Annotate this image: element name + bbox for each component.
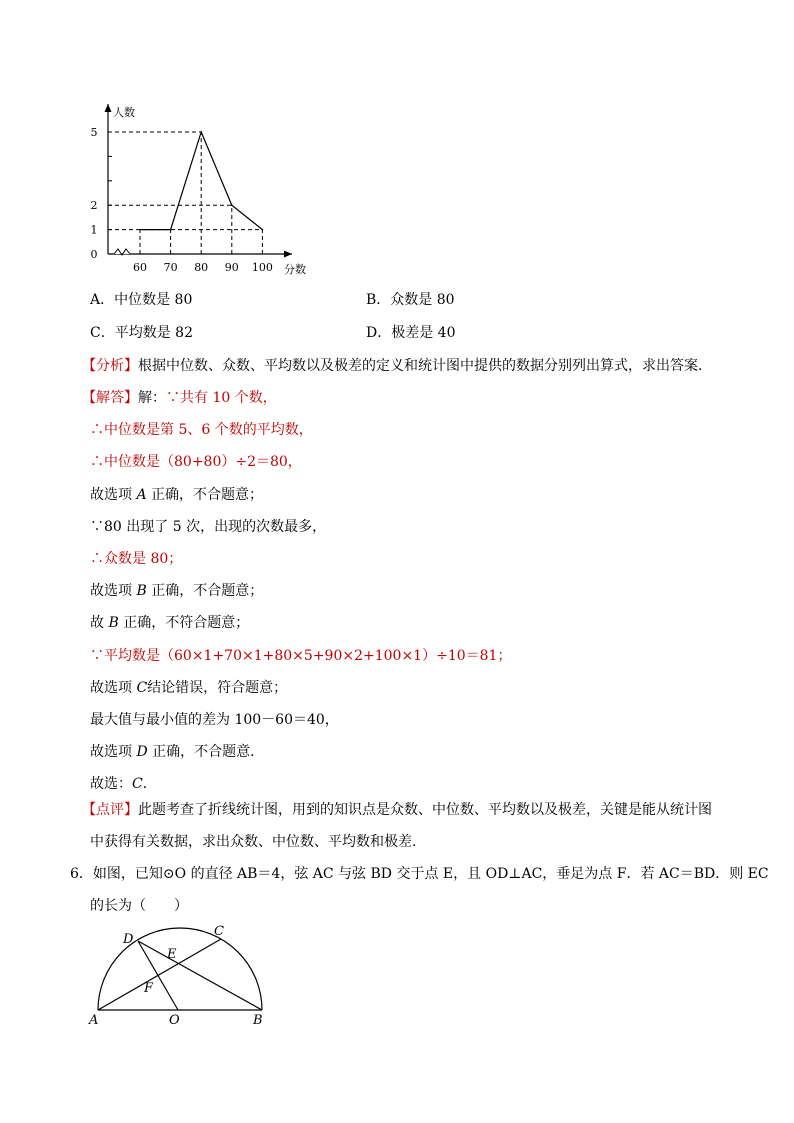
option-b: B．众数是 80 — [366, 292, 455, 308]
solution-text-red: ∵共有 10 个数， — [166, 390, 277, 406]
comment-tag: 【点评】 — [82, 802, 138, 818]
option-c: C．平均数是 82 — [90, 325, 193, 341]
solution-text-pre: 解： — [138, 390, 166, 406]
origin-label: 0 — [90, 248, 98, 261]
comment-text-2: 中获得有关数据，求出众数、中位数、平均数和极差． — [90, 834, 426, 850]
solution-text-pre: 故选项 — [90, 744, 137, 760]
solution-text-pre: 故 — [90, 615, 109, 631]
y-axis-label: 人数 — [113, 106, 135, 119]
solution-text-it: B — [108, 615, 119, 631]
solution-text-pre: 故选： — [90, 776, 132, 792]
solution-text-pre: 故选项 — [90, 680, 137, 696]
x-tick-label: 80 — [194, 261, 209, 274]
solution-text-red: ∴中位数是第 5、6 个数的平均数， — [90, 422, 313, 438]
y-tick-label: 1 — [90, 223, 98, 237]
solution-text-it: D — [136, 744, 148, 760]
solution-text-pre: 故选项 — [90, 487, 137, 503]
x-tick-label: 70 — [163, 261, 178, 274]
chord-ac — [98, 939, 221, 1010]
question-number: 6． — [70, 866, 93, 882]
solution-text-post: 正确，不合题意； — [146, 487, 264, 503]
label-c: C — [214, 924, 224, 939]
label-e: E — [167, 947, 177, 962]
solution-text-post: 结论错误，符合题意； — [147, 680, 288, 696]
solution-text-it: B — [136, 583, 147, 599]
x-axis-label: 分数 — [284, 263, 306, 276]
y-tick-label: 5 — [90, 126, 98, 139]
analysis-tag: 【分析】 — [82, 358, 138, 374]
solution-text-red: ∴中位数是（80+80）÷2＝80， — [90, 454, 302, 470]
solution-text-red: ∴众数是 80； — [90, 551, 183, 567]
x-tick-label: 90 — [224, 261, 239, 274]
label-o: O — [169, 1013, 180, 1028]
solution-tag: 【解答】 — [82, 390, 138, 406]
option-d: D．极差是 40 — [366, 325, 456, 341]
solution-text-red: ∵平均数是（60×1+70×1+80×5+90×2+100×1）÷10＝81； — [90, 648, 512, 664]
solution-text-it: C — [132, 776, 143, 792]
option-a: A．中位数是 80 — [90, 292, 193, 308]
solution-text-pre: 故选项 — [90, 583, 137, 599]
x-tick-label: 100 — [251, 261, 273, 274]
x-tick-label: 60 — [133, 261, 147, 274]
label-b: B — [253, 1013, 263, 1028]
solution-text-pre: ∵80 出现了 5 次，出现的次数最多， — [90, 519, 327, 535]
solution-text-it: C — [136, 680, 148, 696]
y-tick-label: 2 — [90, 199, 98, 213]
question-6-line-2: 的长为（ ） — [90, 898, 188, 914]
solution-text-post: 正确，不合题意． — [147, 744, 265, 760]
label-d: D — [123, 932, 134, 947]
solution-text-post: 正确，不符合题意； — [118, 615, 250, 631]
solution-text-post: 正确，不合题意； — [146, 583, 264, 599]
question-6-text: 如图，已知⊙O 的直径 AB＝4，弦 AC 与弦 BD 交于点 E，且 OD⊥AC，垂足为点 F．若 AC＝BD．则 EC — [92, 866, 769, 882]
solution-text-it: A — [136, 487, 147, 503]
label-a: A — [89, 1013, 99, 1028]
comment-text-1: 此题考查了折线统计图，用到的知识点是众数、中位数、平均数以及极差，关键是能从统计图 — [138, 802, 712, 818]
solution-text-pre: 最大值与最小值的差为 100－60＝40， — [90, 712, 339, 728]
label-f: F — [144, 981, 154, 996]
solution-text-post: ． — [142, 776, 157, 792]
analysis-text: 根据中位数、众数、平均数以及极差的定义和统计图中提供的数据分别列出算式，求出答案． — [138, 358, 712, 374]
